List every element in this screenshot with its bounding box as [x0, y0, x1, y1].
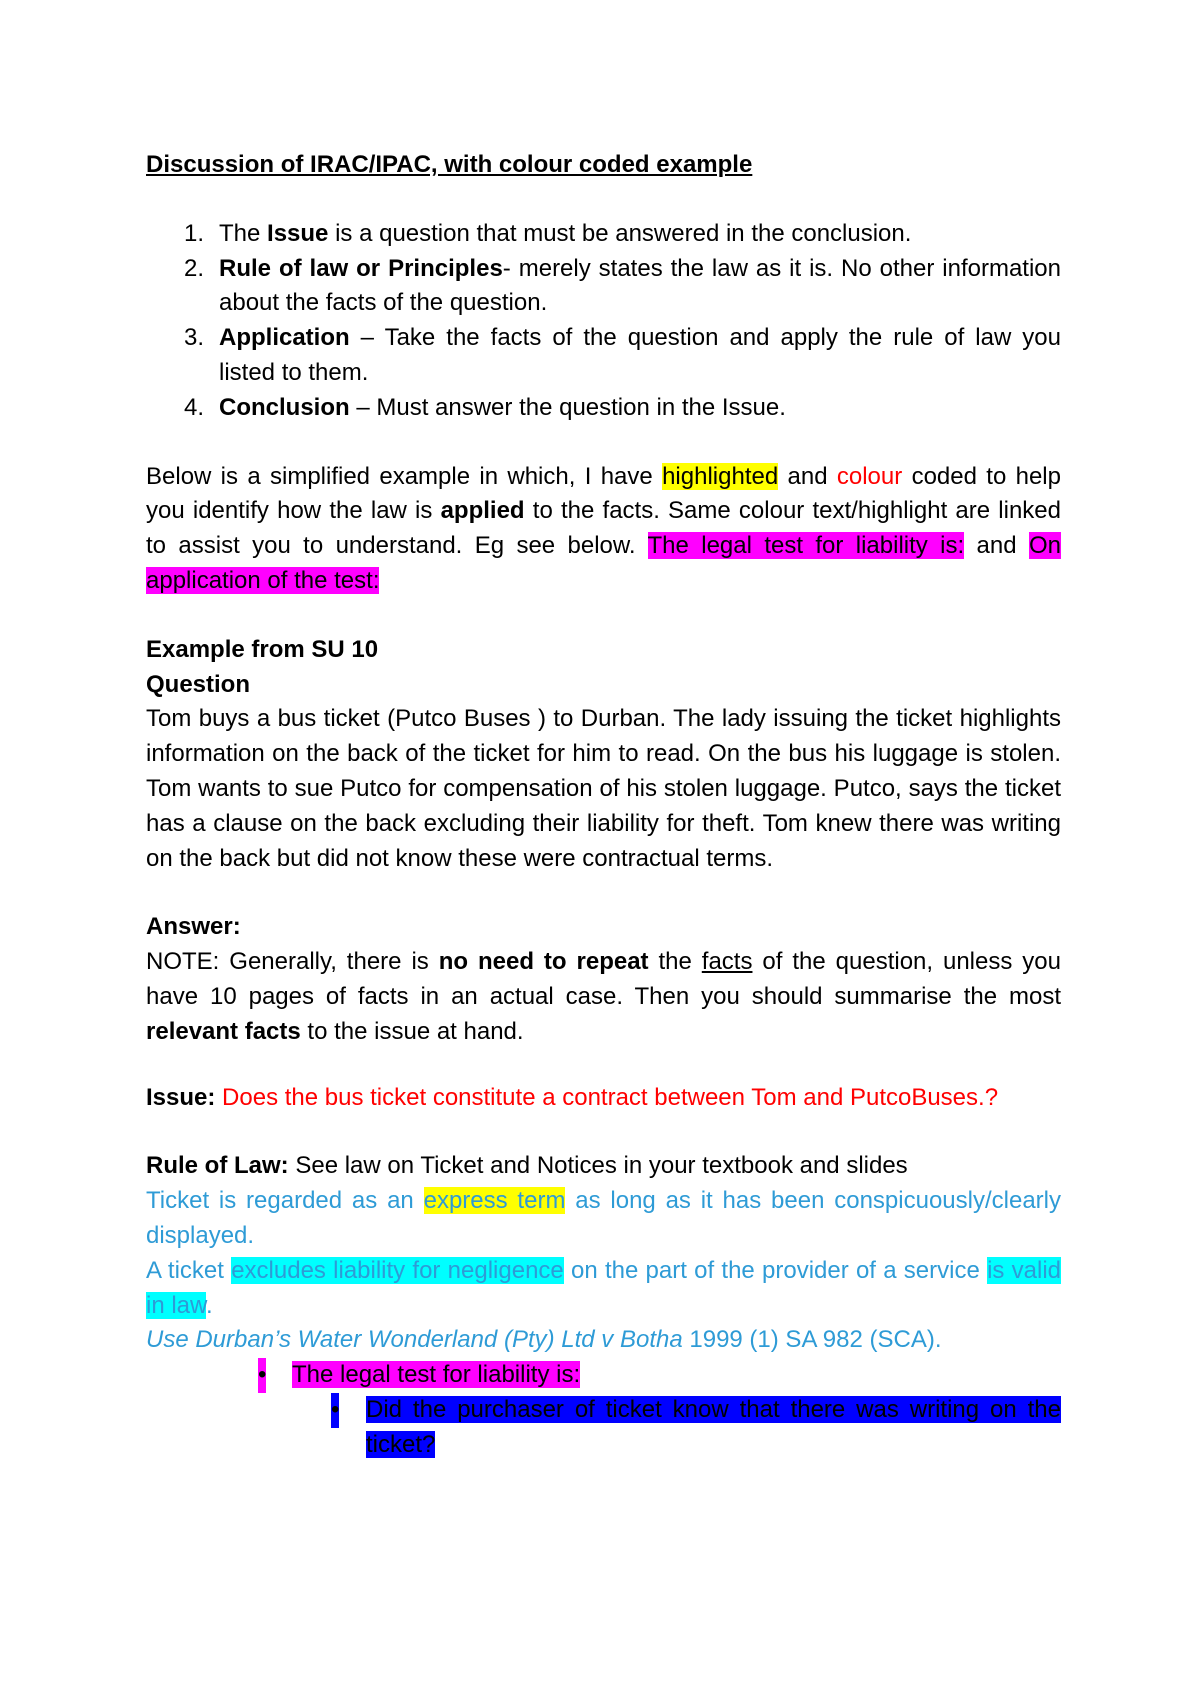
list-item: 3. Application – Take the facts of the question and apply the rule of law you listed to them. [184, 324, 1061, 386]
document-title: Discussion of IRAC/IPAC, with colour coded example [146, 151, 753, 178]
bullet-legal-test: • The legal test for liability is: [146, 1358, 1061, 1393]
note-paragraph: NOTE: Generally, there is no need to repeat the facts of the question, unless you have 10 pages of facts in an actual case. Then you should summarise the most relevant facts to the issue at hand. [146, 948, 1061, 1045]
bullet-icon: • [331, 1393, 339, 1428]
colour-word: colour [836, 462, 903, 490]
case-citation: Use Durban’s Water Wonderland (Pty) Ltd v Botha 1999 (1) SA 982 (SCA). [146, 1326, 942, 1354]
question-heading: Question [146, 670, 251, 698]
irac-list [146, 217, 1061, 426]
document-body [146, 148, 1061, 1463]
rule-line-express-term: Ticket is regarded as an express term as long as it has been conspicuously/clearly displayed. [146, 1187, 1061, 1249]
list-item: 2. Rule of law or Principles- merely states the law as it is. No other information about the facts of the question. [184, 254, 1061, 317]
issue-paragraph: Issue: Does the bus ticket constitute a contract between Tom and PutcoBuses.? [146, 1083, 999, 1111]
rule-heading: Rule of Law: See law on Ticket and Notices in your textbook and slides [146, 1152, 908, 1180]
list-item: 4. Conclusion – Must answer the question in the Issue. [184, 393, 786, 421]
highlighted-word: highlighted [662, 462, 779, 490]
bullet-purchaser-question: • Did the purchaser of ticket know that there was writing on the ticket? [146, 1393, 1061, 1463]
answer-heading: Answer: [146, 913, 241, 941]
legal-test-highlight: The legal test for liability is: [647, 532, 965, 560]
rule-line-exclusion: A ticket excludes liability for negligence on the part of the provider of a service is valid in law. [146, 1256, 1061, 1319]
on-application-highlight: On application of the test: [146, 532, 1061, 594]
intro-paragraph: Below is a simplified example in which, I have highlighted and colour coded to help you identify how the law is applied to the facts. Same colour text/highlight are linked to assist you to understand. Eg see below. The legal test for liability is: and On application of the test: [146, 462, 1061, 594]
question-text: Tom buys a bus ticket (Putco Buses ) to Durban. The lady issuing the ticket highlights information on the back of the ticket for him to read. On the bus his luggage is stolen. Tom wants to sue Putco for compensation of his stolen luggage. Putco, says the ticket has a clause on the back excluding their liability for theft. Tom knew there was writing on the back but did not know these were contractual terms. [146, 705, 1061, 872]
list-item: 1. The Issue is a question that must be answered in the conclusion. [184, 219, 912, 247]
example-heading: Example from SU 10 [146, 635, 379, 663]
bullet-icon: • [258, 1358, 266, 1393]
